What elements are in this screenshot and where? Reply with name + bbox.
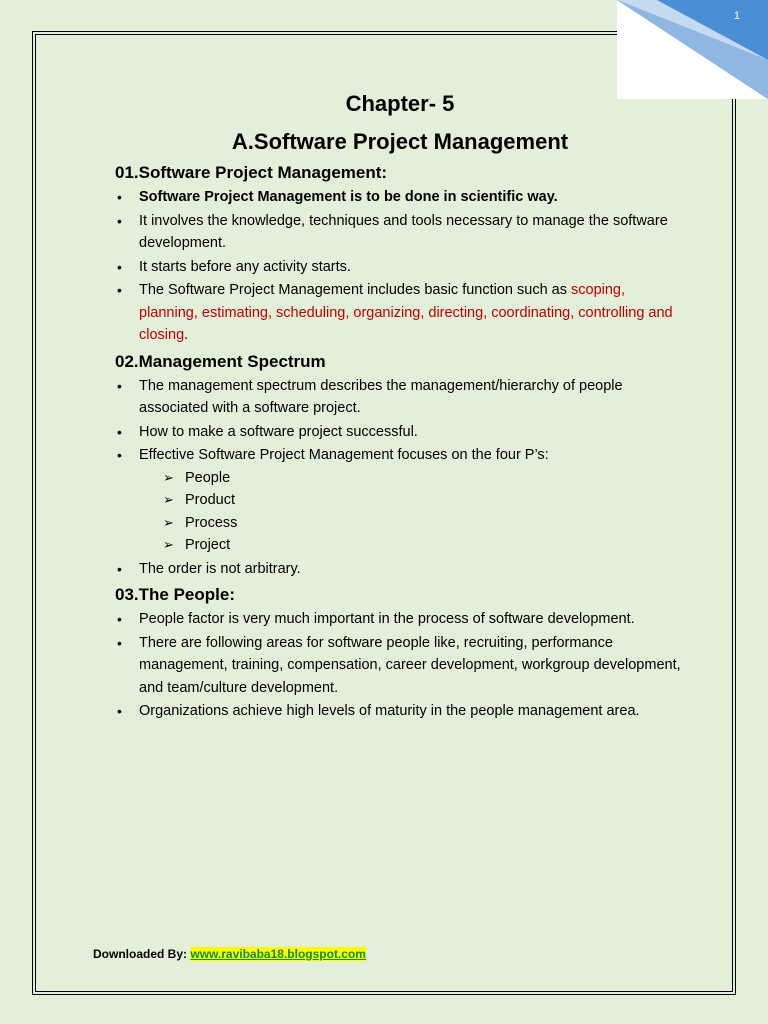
page-number: 1 [733, 10, 740, 22]
footer [93, 947, 366, 961]
sub-list-item: ➢ People [163, 469, 231, 486]
footer-label: Downloaded By: [93, 947, 188, 961]
sub-list-item: ➢ Project [163, 537, 231, 553]
list-item: • People factor is very much important in the process of software development. [117, 611, 635, 627]
section-02-list [115, 375, 685, 581]
section-01-list [115, 186, 685, 347]
sub-list-item: ➢ Product [163, 492, 235, 508]
section-heading-01: 01.Software Project Management: [115, 163, 388, 182]
list-item: • Software Project Management is to be done in scientific way. [117, 189, 558, 205]
footer-link[interactable]: www.ravibaba18.blogspot.com [190, 947, 366, 961]
section-title: A.Software Project Management [231, 129, 569, 154]
list-item: • The order is not arbitrary. [117, 560, 301, 577]
four-ps-list [115, 467, 685, 557]
list-item: • Organizations achieve high levels of maturity in the people management area. [117, 703, 640, 719]
document-content [115, 88, 685, 724]
corner-decoration [617, 0, 768, 99]
functions-text: scoping, planning, estimating, scheduling, organizing, directing, coordinating, controlling and closing [139, 282, 673, 343]
section-heading-02: 02.Management Spectrum [115, 351, 326, 371]
list-item: • It starts before any activity starts. [117, 258, 351, 275]
list-item: • It involves the knowledge, techniques and tools necessary to manage the software development. [117, 212, 668, 251]
list-item: • Effective Software Project Management focuses on the four P’s: ➢ People ➢ Product ➢ Process ➢ Project [115, 444, 685, 557]
sub-list-item: ➢ Process [163, 514, 238, 531]
list-item: • How to make a software project successful. [117, 423, 418, 440]
list-item: • The Software Project Management includes basic function such as scoping, planning, estimating, scheduling, organizing, directing, coordinating, controlling and closing. [117, 282, 673, 343]
section-03-list [115, 608, 685, 723]
section-heading-03: 03.The People: [115, 585, 235, 604]
list-item: • The management spectrum describes the management/hierarchy of people associated with a software project. [117, 377, 623, 416]
chapter-title: Chapter- 5 [345, 91, 455, 116]
list-item: • There are following areas for software people like, recruiting, performance management, training, compensation, career development, workgroup development, and team/culture development. [117, 634, 681, 696]
